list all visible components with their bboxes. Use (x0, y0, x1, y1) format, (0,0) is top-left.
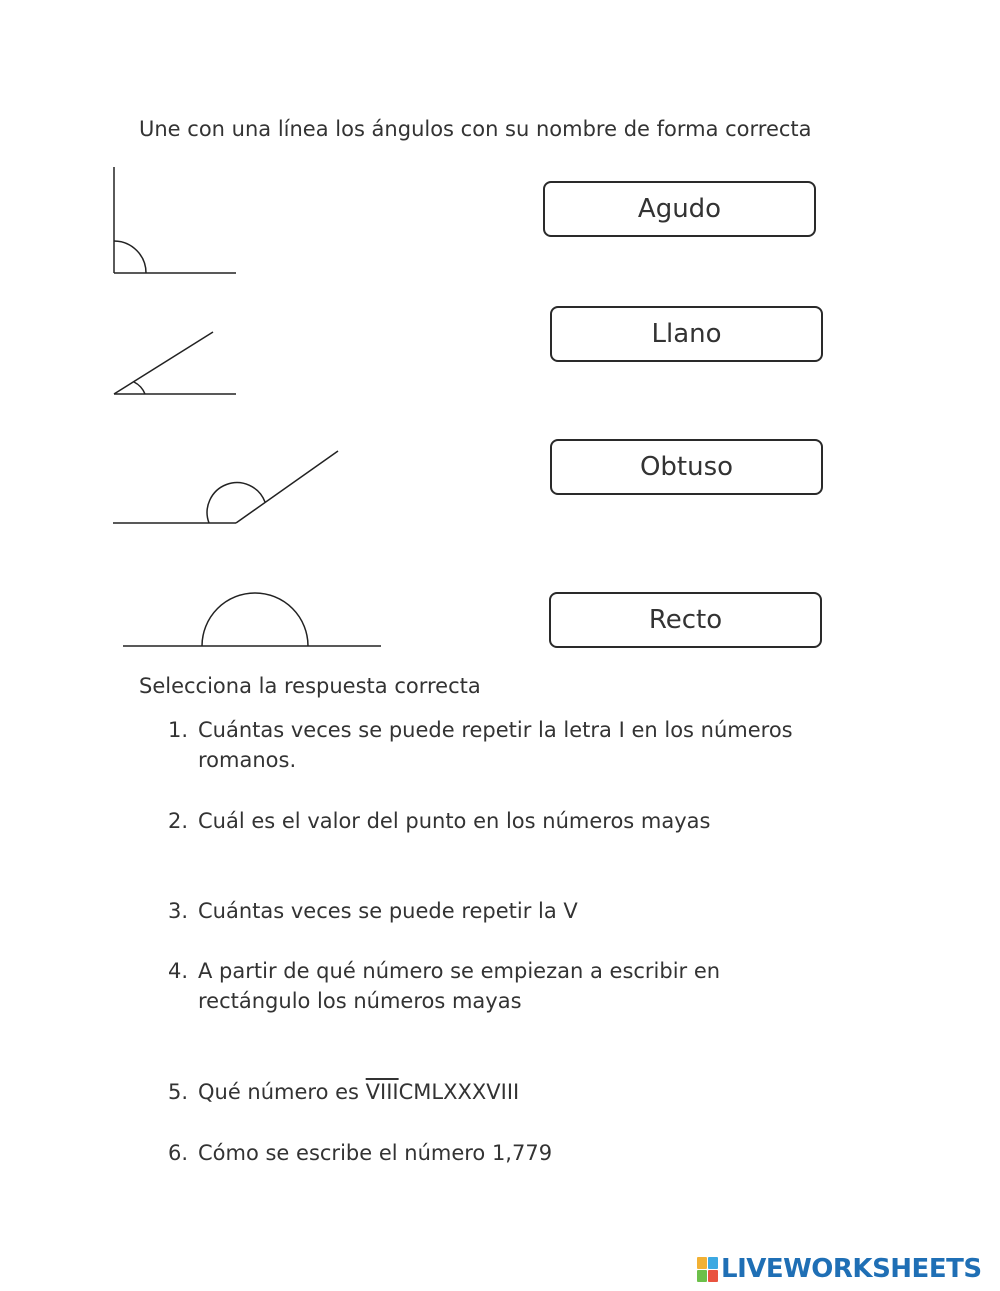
question-text-continued: romanos. (198, 748, 297, 772)
question-text-continued: rectángulo los números mayas (198, 989, 522, 1013)
question-text: Cómo se escribe el número 1,779 (198, 1141, 553, 1165)
question-text (198, 1077, 519, 1107)
answer-box-recto[interactable]: Recto (549, 592, 822, 648)
question-number: 2. (168, 809, 189, 833)
question-text: Cuál es el valor del punto en los números mayas (198, 809, 711, 833)
question-text: Cuántas veces se puede repetir la letra I en los números (198, 718, 793, 742)
question-text: A partir de qué número se empiezan a escribir en (198, 959, 721, 983)
roman-numeral-suffix: CMLXXXVIII (398, 1080, 520, 1104)
straight-angle-figure[interactable] (123, 593, 381, 646)
matching-instructions: Une con una línea los ángulos con su nombre de forma correcta (139, 117, 812, 141)
question-prefix: Qué número es (198, 1080, 366, 1104)
overlined-numeral: VIII (365, 1080, 399, 1104)
logo-block (708, 1270, 718, 1282)
question-number: 3. (168, 899, 189, 923)
logo-block (697, 1270, 707, 1282)
answer-box-obtuso[interactable]: Obtuso (550, 439, 823, 495)
select-instructions: Selecciona la respuesta correcta (139, 674, 481, 698)
question-number: 6. (168, 1141, 189, 1165)
answer-box-agudo[interactable]: Agudo (543, 181, 816, 237)
logo-block (708, 1257, 718, 1269)
logo-block (697, 1257, 707, 1269)
question-number: 1. (168, 718, 189, 742)
liveworksheets-logo (697, 1253, 982, 1285)
logo-text: LIVEWORKSHEETS (721, 1254, 982, 1284)
question-number: 4. (168, 959, 189, 983)
answer-box-llano[interactable]: Llano (550, 306, 823, 362)
logo-blocks-icon (697, 1257, 718, 1282)
question-number: 5. (168, 1080, 189, 1104)
obtuse-angle-figure[interactable] (113, 451, 338, 523)
question-text: Cuántas veces se puede repetir la V (198, 899, 578, 923)
acute-angle-figure[interactable] (114, 332, 236, 394)
right-angle-figure[interactable] (114, 167, 236, 273)
